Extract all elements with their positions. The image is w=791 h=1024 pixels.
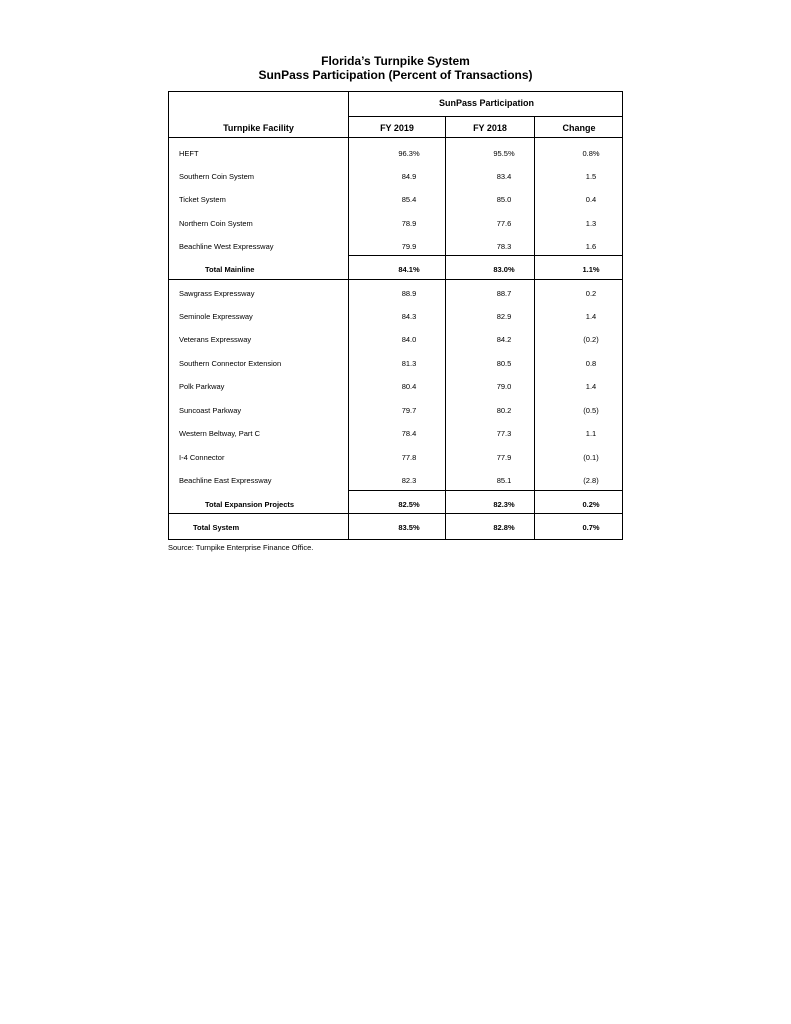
- sunpass-table: [168, 91, 623, 540]
- fy2019-value: 88.9: [401, 289, 417, 298]
- table-row: [169, 240, 624, 254]
- facility-name: Beachline West Expressway: [179, 242, 274, 251]
- total-expansion-row: [169, 498, 624, 512]
- fy2019-value: 79.9: [401, 242, 417, 251]
- facility-name: Seminole Expressway: [179, 312, 253, 321]
- table-row: [169, 147, 624, 161]
- facility-name: Southern Connector Extension: [179, 359, 282, 368]
- table-row: [169, 427, 624, 441]
- facility-name: Sawgrass Expressway: [179, 289, 255, 298]
- change-value: 1.4: [585, 382, 597, 391]
- title-line-2: SunPass Participation (Percent of Transactions): [258, 68, 533, 82]
- total-label: Total Mainline: [205, 265, 255, 274]
- total-label: Total System: [193, 523, 240, 532]
- subtotal-line: [348, 255, 622, 256]
- facility-name: Veterans Expressway: [179, 335, 252, 344]
- change-value: 1.6: [585, 242, 597, 251]
- fy2018-value: 84.2: [496, 335, 512, 344]
- fy2018-value: 85.1: [496, 476, 512, 485]
- fy2019-value: 83.5%: [398, 523, 420, 532]
- fy2018-value: 82.9: [496, 312, 512, 321]
- header-change: Change: [562, 123, 596, 133]
- group-header: SunPass Participation: [438, 98, 535, 108]
- fy2018-value: 77.6: [496, 219, 512, 228]
- table-row: [169, 333, 624, 347]
- fy2019-value: 82.3: [401, 476, 417, 485]
- fy2018-value: 95.5%: [493, 149, 515, 158]
- change-value: 0.8: [585, 359, 597, 368]
- fy2018-value: 78.3: [496, 242, 512, 251]
- table-row: [169, 310, 624, 324]
- fy2019-value: 77.8: [401, 453, 417, 462]
- source-note: Source: Turnpike Enterprise Finance Office.: [168, 543, 314, 552]
- change-value: 0.7%: [582, 523, 600, 532]
- table-row: [169, 404, 624, 418]
- fy2018-value: 82.8%: [493, 523, 515, 532]
- fy2018-value: 83.4: [496, 172, 512, 181]
- change-value: 0.2: [585, 289, 597, 298]
- fy2019-value: 85.4: [401, 195, 417, 204]
- header-fy2019: FY 2019: [380, 123, 414, 133]
- table-row: [169, 451, 624, 465]
- fy2018-value: 85.0: [496, 195, 512, 204]
- fy2019-value: 82.5%: [398, 500, 420, 509]
- section-divider: [169, 279, 622, 280]
- change-value: 0.8%: [582, 149, 600, 158]
- facility-name: Northern Coin System: [179, 219, 253, 228]
- section-divider: [169, 513, 622, 514]
- table-row: [169, 217, 624, 231]
- fy2018-value: 77.9: [496, 453, 512, 462]
- fy2019-value: 84.0: [401, 335, 417, 344]
- fy2019-value: 84.9: [401, 172, 417, 181]
- fy2019-value: 78.9: [401, 219, 417, 228]
- facility-name: Western Beltway, Part C: [179, 429, 260, 438]
- fy2018-value: 80.2: [496, 406, 512, 415]
- change-value: 0.2%: [582, 500, 600, 509]
- facility-name: Southern Coin System: [179, 172, 255, 181]
- change-value: 1.1: [585, 429, 597, 438]
- change-value: 1.3: [585, 219, 597, 228]
- total-system-row: [169, 521, 624, 535]
- fy2018-value: 82.3%: [493, 500, 515, 509]
- fy2019-value: 80.4: [401, 382, 417, 391]
- table-row: [169, 287, 624, 301]
- fy2019-value: 84.1%: [398, 265, 420, 274]
- fy2019-value: 79.7: [401, 406, 417, 415]
- total-mainline-row: [169, 263, 624, 277]
- facility-name: Suncoast Parkway: [179, 406, 242, 415]
- page-title: [0, 54, 791, 82]
- change-value: 1.4: [585, 312, 597, 321]
- header-bottom-line: [169, 137, 622, 138]
- header-fy2018: FY 2018: [473, 123, 507, 133]
- change-value: (2.8): [583, 476, 599, 485]
- table-row: [169, 357, 624, 371]
- header-facility: Turnpike Facility: [223, 123, 294, 133]
- fy2018-value: 83.0%: [493, 265, 515, 274]
- table-row: [169, 170, 624, 184]
- change-value: 1.5: [585, 172, 597, 181]
- fy2018-value: 77.3: [496, 429, 512, 438]
- facility-name: Beachline East Expressway: [179, 476, 272, 485]
- subtotal-line: [348, 490, 622, 491]
- change-value: (0.5): [583, 406, 599, 415]
- table-row: [169, 193, 624, 207]
- total-label: Total Expansion Projects: [205, 500, 295, 509]
- fy2019-value: 84.3: [401, 312, 417, 321]
- fy2018-value: 88.7: [496, 289, 512, 298]
- title-line-1: Florida’s Turnpike System: [321, 54, 470, 68]
- change-value: (0.2): [583, 335, 599, 344]
- fy2019-value: 81.3: [401, 359, 417, 368]
- header-divider: [348, 116, 623, 117]
- change-value: 0.4: [585, 195, 597, 204]
- table-row: [169, 380, 624, 394]
- table-row: [169, 474, 624, 488]
- change-value: 1.1%: [582, 265, 600, 274]
- fy2019-value: 96.3%: [398, 149, 420, 158]
- change-value: (0.1): [583, 453, 599, 462]
- fy2018-value: 80.5: [496, 359, 512, 368]
- facility-name: I-4 Connector: [179, 453, 225, 462]
- facility-name: Polk Parkway: [179, 382, 225, 391]
- fy2018-value: 79.0: [496, 382, 512, 391]
- facility-name: HEFT: [179, 149, 199, 158]
- facility-name: Ticket System: [179, 195, 226, 204]
- fy2019-value: 78.4: [401, 429, 417, 438]
